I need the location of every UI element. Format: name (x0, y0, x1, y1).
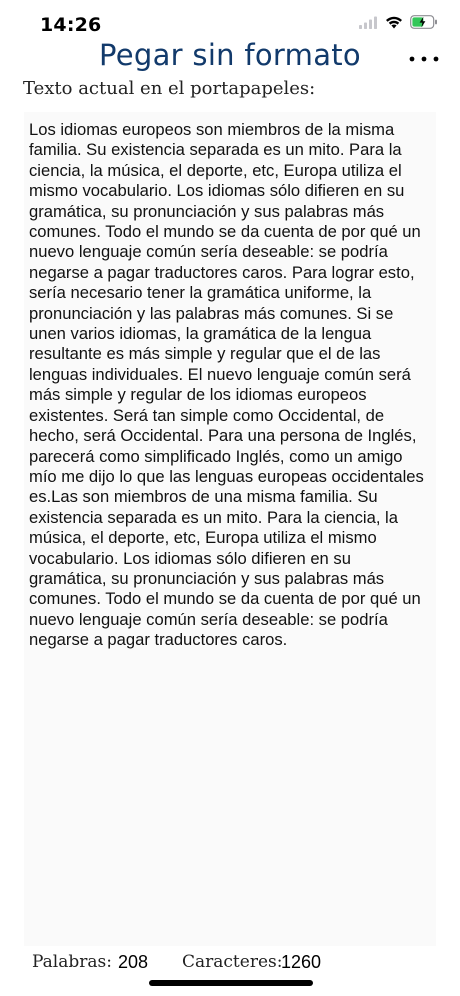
words-count: 208 (118, 952, 149, 972)
wifi-icon (385, 16, 403, 34)
characters-label: Caracteres: (182, 952, 283, 972)
ellipsis-icon (409, 49, 439, 67)
footer-stats (0, 950, 460, 980)
navigation-bar (0, 36, 460, 80)
home-indicator[interactable] (149, 980, 313, 986)
characters-count: 1260 (281, 952, 322, 972)
more-options-button[interactable] (406, 46, 442, 70)
battery-charging-icon (410, 15, 438, 34)
words-label: Palabras: (32, 952, 112, 972)
signal-icon (359, 16, 378, 34)
clipboard-label: Texto actual en el portapapeles: (23, 78, 316, 99)
status-icons (359, 15, 438, 34)
page-title: Pegar sin formato (99, 38, 361, 72)
clipboard-text-view[interactable]: Los idiomas europeos son miembros de la misma familia. Su existencia separada es un mito. Para la ciencia, la música, el deporte, etc, Europa utiliza el mismo vocabulario. Los idiomas sólo difieren en su gramática, su pronunciación y sus palabras más comunes. Todo el mundo se da cuenta de por qué un nuevo lenguaje común sería deseable: se podría negarse a pagar traductores caros. Para lograr esto, sería necesario tener la gramática uniforme, la pronunciación y las palabras más comunes. Si se unen varios idiomas, la gramática de la lengua resultante es más simple y regular que el de las lenguas individuales. El nuevo lenguaje común será más simple y regular de los idiomas europeos existentes. Será tan simple como Occidental, de hecho, será Occidental. Para una persona de Inglés, parecerá como simplificado Inglés, como un amigo mío me dijo lo que las lenguas europeas occidentales es.Las son miembros de una misma familia. Su existencia separada es un mito. Para la ciencia, la música, el deporte, etc, Europa utiliza el mismo vocabulario. Los idiomas sólo difieren en su gramática, su pronunciación y sus palabras más comunes. Todo el mundo se da cuenta de por qué un nuevo lenguaje común sería deseable: se podría negarse a pagar traductores caros. (24, 112, 436, 946)
status-time: 14:26 (40, 14, 102, 36)
